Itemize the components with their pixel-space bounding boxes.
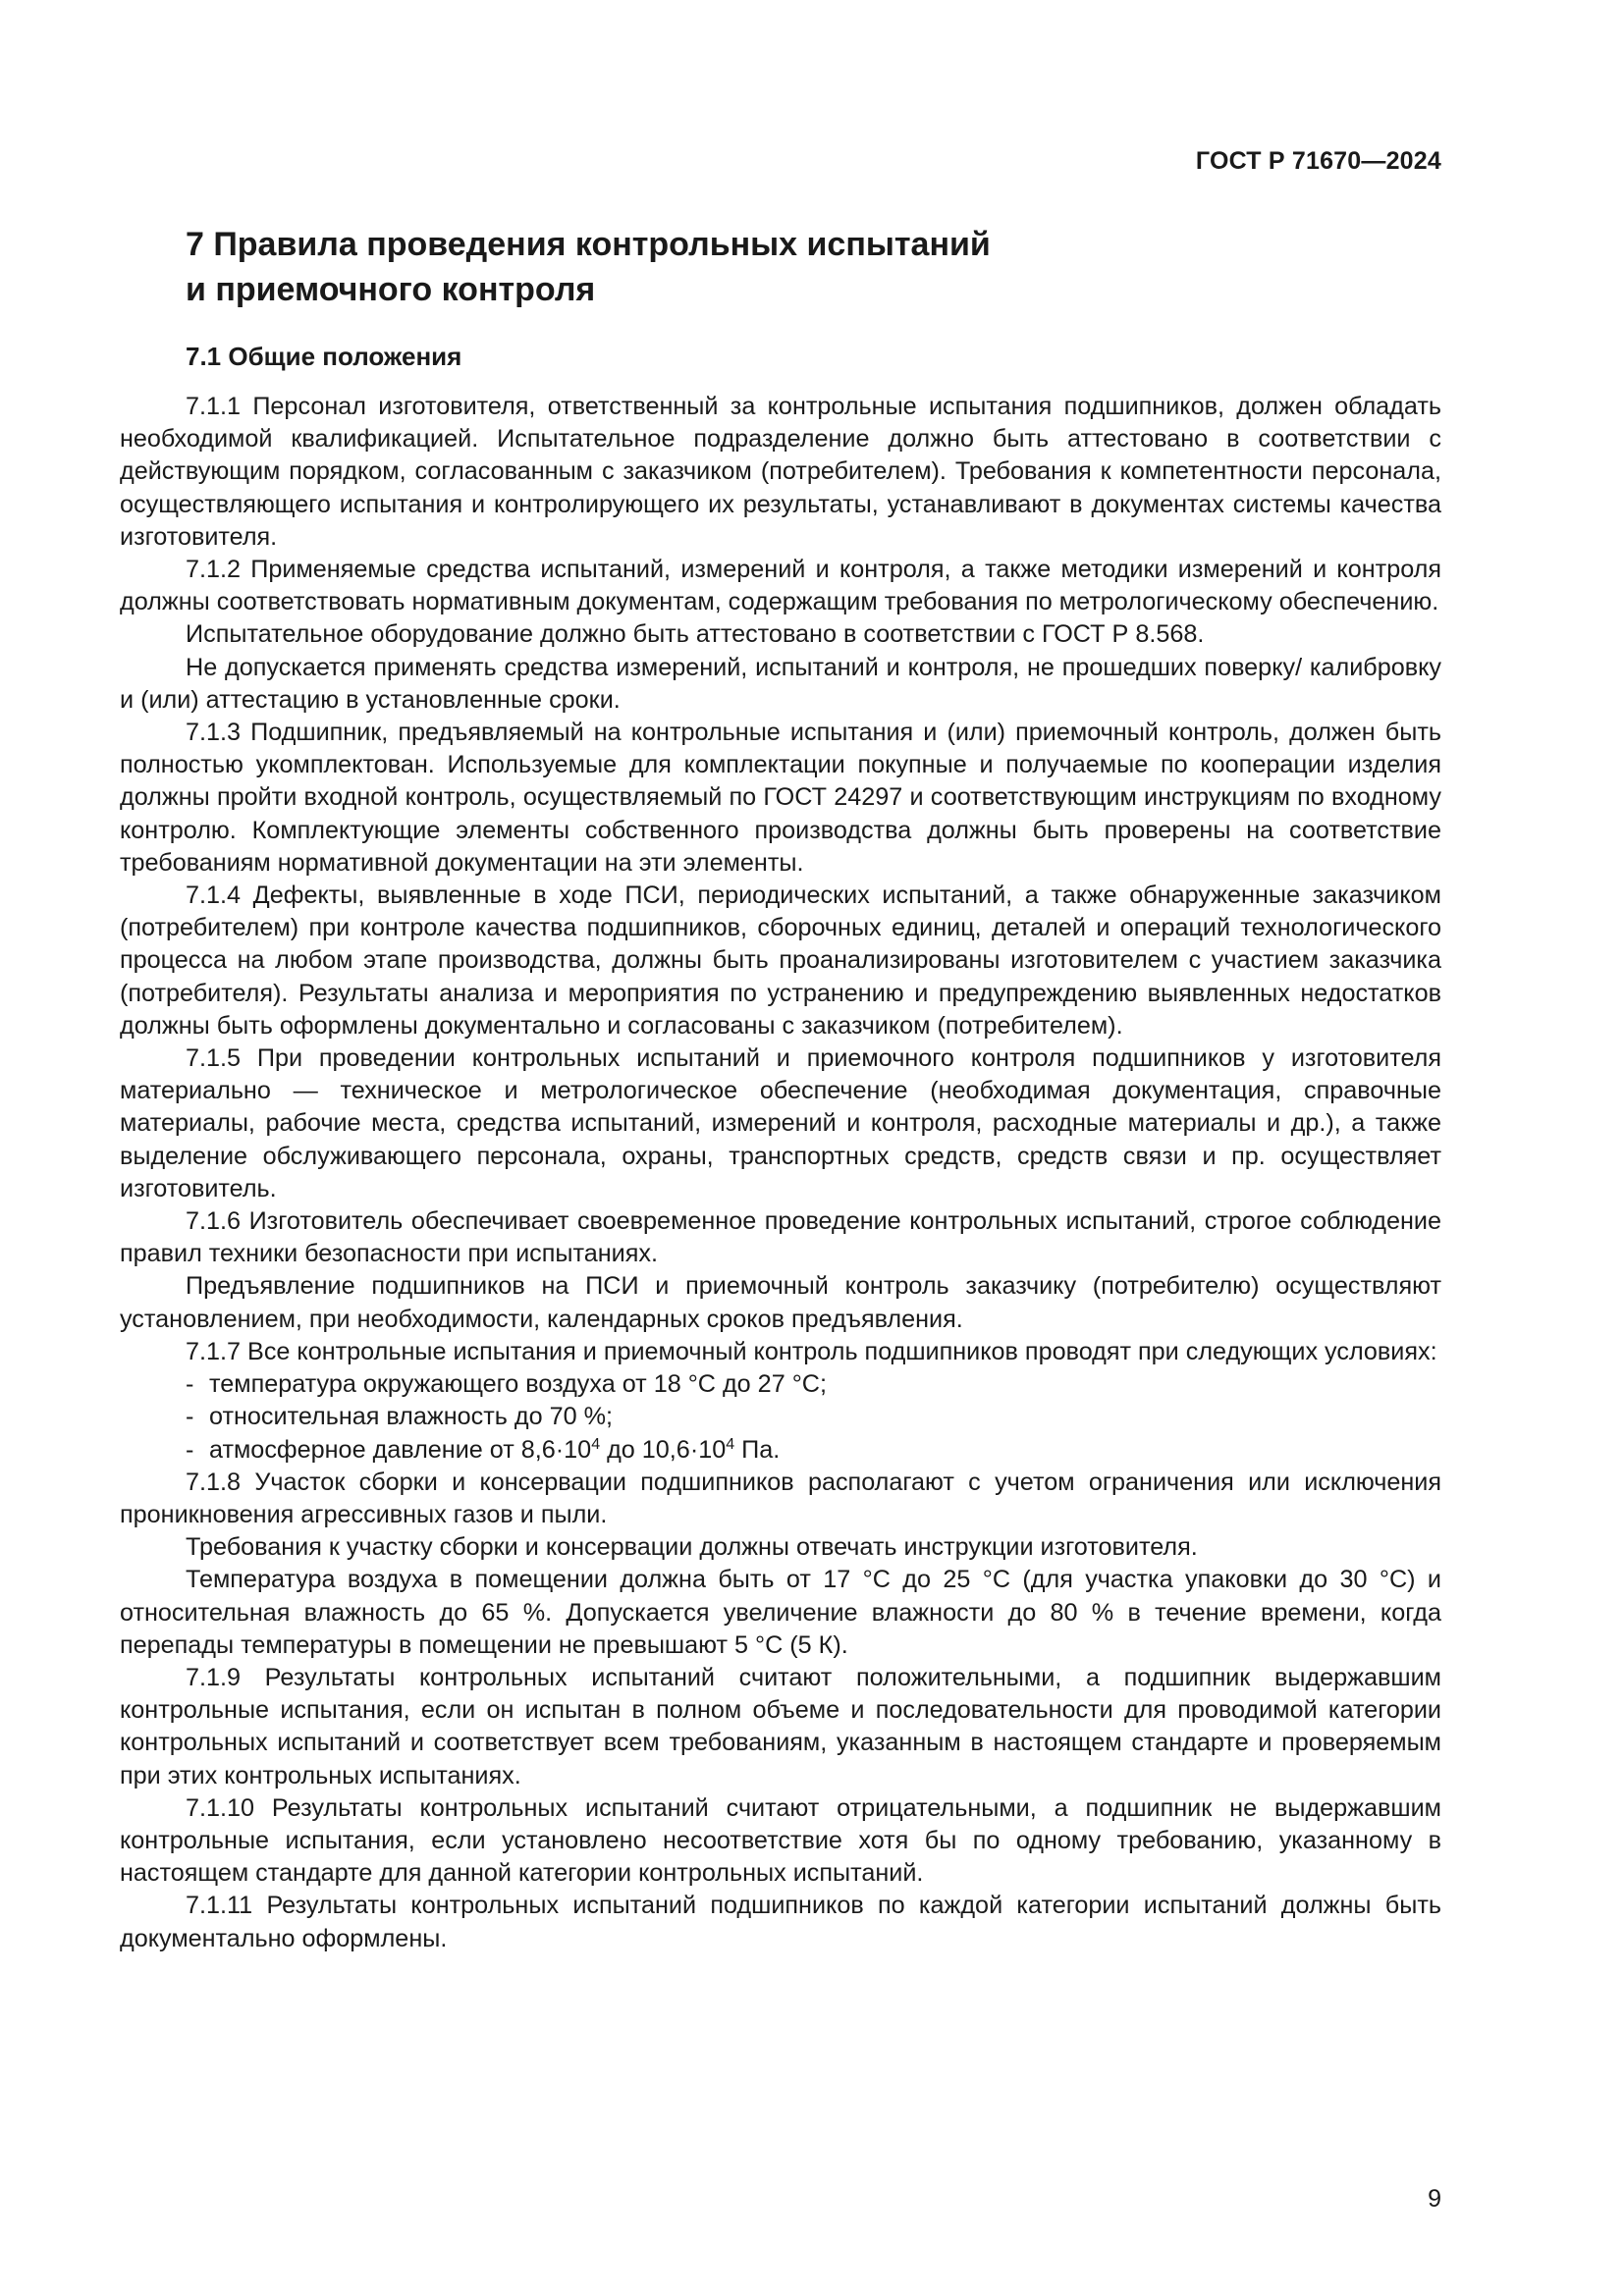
paragraph-7-1-1: 7.1.1 Персонал изготовителя, ответственный за контрольные испытания подшипников, должен обладать необходимой квалификацией. Испытательное подразделение должно быть аттестовано в соответствии с действующим порядком, согласованным с заказчиком (потребителем). Требования к компетентности персонала, осуществляющего испытания и контролирующего их результаты, устанавливают в документах системы качества изготовителя. [120,393,1441,551]
bullet-marker: - [186,1435,194,1464]
section-title-line-2: и приемочного контроля [186,271,596,308]
condition-pressure-text-b: до 10,6·10 [600,1435,727,1464]
paragraph-7-1-10: 7.1.10 Результаты контрольных испытаний считают отрицательными, а подшипник не выдержавшим контрольные испытания, если установлено несоответствие хотя бы по одному требованию, указанному в настоящем стандарте для данной категории контрольных испытаний. [120,1793,1441,1888]
bullet-marker: - [186,1370,194,1399]
paragraph-7-1-6: 7.1.6 Изготовитель обеспечивает своевременное проведение контрольных испытаний, строгое соблюдение правил техники безопасности при испытаниях. [120,1207,1441,1268]
section-title [186,222,1441,312]
condition-pressure-text-c: Па. [734,1435,781,1464]
document-designation: ГОСТ Р 71670—2024 [1195,147,1441,175]
condition-pressure [120,1434,1441,1467]
subsection-title: 7.1 Общие положения [186,342,462,371]
exponent: 4 [591,1435,601,1453]
condition-temperature [120,1368,1441,1401]
condition-humidity-text: относительная влажность до 70 %; [209,1403,614,1431]
paragraph-7-1-5: 7.1.5 При проведении контрольных испытаний и приемочного контроля подшипников у изготовителя материально — техническое и метрологическое обеспечение (необходимая документация, справочные материалы, рабочие места, средства испытаний, измерений и контроля, расходные материалы и др.), а также выделение обслуживающего персонала, охраны, транспортных средств, средств связи и пр. осуществляет изготовитель. [120,1044,1441,1202]
paragraph-7-1-11: 7.1.11 Результаты контрольных испытаний подшипников по каждой категории испытаний должны быть документально оформлены. [120,1892,1441,1952]
condition-pressure-text-a: атмосферное давление от 8,6·10 [209,1435,592,1464]
paragraph-7-1-2: 7.1.2 Применяемые средства испытаний, измерений и контроля, а также методики измерений и контроля должны соответствовать нормативным документам, содержащим требования по метрологическому обеспечению. [120,556,1441,616]
page-body [120,222,1441,1955]
paragraph-7-1-8: 7.1.8 Участок сборки и консервации подшипников располагают с учетом ограничения или исключения проникновения агрессивных газов и пыли. [120,1468,1441,1528]
bullet-marker: - [186,1403,194,1431]
paragraph-7-1-2-verification: Не допускается применять средства измерений, испытаний и контроля, не прошедших поверку/ калибровку и (или) аттестацию в установленные сроки. [120,653,1441,714]
paragraph-7-1-7: 7.1.7 Все контрольные испытания и приемочный контроль подшипников проводят при следующих условиях: [186,1337,1437,1365]
paragraph-7-1-2-equipment: Испытательное оборудование должно быть аттестовано в соответствии с ГОСТ Р 8.568. [186,620,1205,649]
paragraph-7-1-8-climate: Температура воздуха в помещении должна быть от 17 °С до 25 °С (для участка упаковки до 30 °С) и относительная влажность до 65 %. Допускается увеличение влажности до 80 % в течение времени, когда перепады температуры в помещении не превышают 5 °С (5 К). [120,1566,1441,1659]
condition-temperature-text: температура окружающего воздуха от 18 °С до 27 °С; [209,1370,827,1399]
paragraph-7-1-6-presentation: Предъявление подшипников на ПСИ и приемочный контроль заказчику (потребителю) осуществляют установлением, при необходимости, календарных сроков предъявления. [120,1272,1441,1333]
paragraph-7-1-9: 7.1.9 Результаты контрольных испытаний считают положительными, а подшипник выдержавшим контрольные испытания, если он испытан в полном объеме и последовательности для проводимой категории контрольных испытаний и соответствует всем требованиям, указанным в настоящем стандарте и проверяемым при этих контрольных испытаниях. [120,1663,1441,1789]
paragraph-7-1-4: 7.1.4 Дефекты, выявленные в ходе ПСИ, периодических испытаний, а также обнаруженные заказчиком (потребителем) при контроле качества подшипников, сборочных единиц, деталей и операций технологического процесса на любом этапе производства, должны быть проанализированы изготовителем с участием заказчика (потребителя). Результаты анализа и мероприятия по устранению и предупреждению выявленных недостатков должны быть оформлены документально и согласованы с заказчиком (потребителем). [120,881,1441,1040]
paragraph-7-1-3: 7.1.3 Подшипник, предъявляемый на контрольные испытания и (или) приемочный контроль, должен быть полностью укомплектован. Используемые для комплектации покупные и получаемые по кооперации изделия должны пройти входной контроль, осуществляемый по ГОСТ 24297 и соответствующим инструкциям по входному контролю. Комплектующие элементы собственного производства должны быть проверены на соответствие требованиям нормативной документации на эти элементы. [120,719,1441,877]
page-number: 9 [1428,2185,1441,2213]
paragraph-7-1-8-requirements: Требования к участку сборки и консервации должны отвечать инструкции изготовителя. [186,1533,1198,1562]
section-title-line-1: 7 Правила проведения контрольных испытаний [186,226,991,263]
exponent: 4 [726,1435,735,1453]
condition-humidity [120,1401,1441,1433]
